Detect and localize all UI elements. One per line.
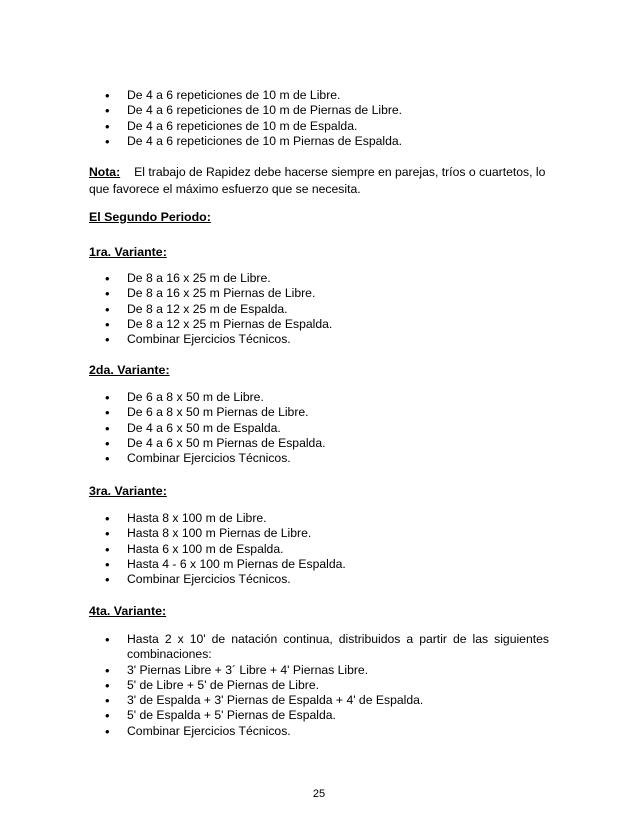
list-item: • De 4 a 6 repeticiones de 10 m de Libre. <box>89 88 549 103</box>
list-item: • Combinar Ejercicios Técnicos. <box>89 451 549 466</box>
intro-list <box>89 88 549 149</box>
list-item: • Combinar Ejercicios Técnicos. <box>89 724 549 739</box>
variant-3-list <box>89 511 549 587</box>
note-text: El trabajo de Rapidez debe hacerse siempre en parejas, tríos o cuartetos, lo que favorece el máximo esfuerzo que se necesita. <box>89 165 546 196</box>
list-item: • De 4 a 6 x 50 m Piernas de Espalda. <box>89 436 549 451</box>
note-paragraph <box>89 164 551 197</box>
list-item: • De 8 a 16 x 25 m Piernas de Libre. <box>89 286 549 301</box>
list-item: • De 4 a 6 x 50 m de Espalda. <box>89 421 549 436</box>
list-item: • 3' Piernas Libre + 3´ Libre + 4' Piernas Libre. <box>89 663 549 678</box>
list-item: • Hasta 8 x 100 m de Libre. <box>89 511 549 526</box>
list-item: • 5' de Libre + 5' de Piernas de Libre. <box>89 678 549 693</box>
list-item: • 3' de Espalda + 3' Piernas de Espalda + 4' de Espalda. <box>89 693 549 708</box>
list-item: • De 4 a 6 repeticiones de 10 m Piernas de Espalda. <box>89 134 549 149</box>
list-item: • De 6 a 8 x 50 m Piernas de Libre. <box>89 405 549 420</box>
variant-1-title: 1ra. Variante: <box>89 245 167 259</box>
list-item: • Hasta 4 - 6 x 100 m Piernas de Espalda. <box>89 557 549 572</box>
list-item: • De 8 a 12 x 25 m de Espalda. <box>89 302 549 317</box>
variant-2-title: 2da. Variante: <box>89 363 170 377</box>
variant-2-list <box>89 390 549 466</box>
variant-1-list <box>89 271 549 347</box>
variant-4-title: 4ta. Variante: <box>89 604 167 618</box>
list-item: • 5' de Espalda + 5' Piernas de Espalda. <box>89 708 549 723</box>
list-item: • Combinar Ejercicios Técnicos. <box>89 572 549 587</box>
page-number: 25 <box>312 788 326 800</box>
variant-3-title: 3ra. Variante: <box>89 484 167 498</box>
list-item: • Hasta 8 x 100 m Piernas de Libre. <box>89 526 549 541</box>
list-item: • De 8 a 16 x 25 m de Libre. <box>89 271 549 286</box>
list-item: • De 6 a 8 x 50 m de Libre. <box>89 390 549 405</box>
variant-4-list <box>89 632 549 739</box>
list-item: • De 8 a 12 x 25 m Piernas de Espalda. <box>89 317 549 332</box>
list-item: • De 4 a 6 repeticiones de 10 m de Piernas de Libre. <box>89 103 549 118</box>
list-item: • Combinar Ejercicios Técnicos. <box>89 332 549 347</box>
list-item: • Hasta 2 x 10' de natación continua, distribuidos a partir de las siguientes combinaciones: <box>89 632 549 663</box>
list-item: • Hasta 6 x 100 m de Espalda. <box>89 542 549 557</box>
list-item: • De 4 a 6 repeticiones de 10 m de Espalda. <box>89 119 549 134</box>
note-label: Nota: <box>89 165 121 179</box>
section-title: El Segundo Periodo: <box>89 210 211 224</box>
